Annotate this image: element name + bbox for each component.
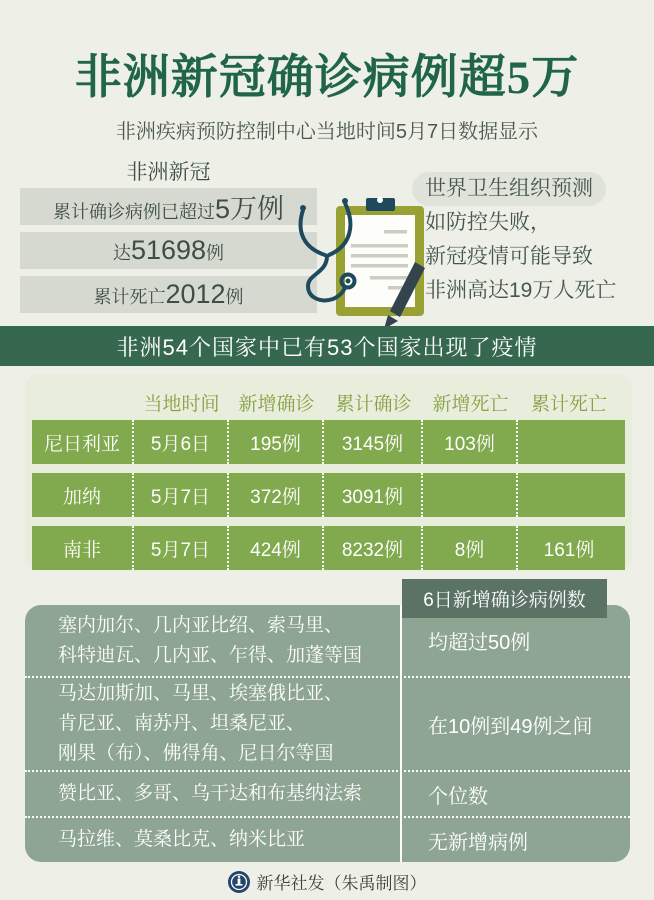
stat-bar-confirmed-count bbox=[20, 232, 317, 269]
footer-credit: 新华社发（朱禹制图） bbox=[256, 874, 427, 893]
cell-country: 南非 bbox=[32, 526, 134, 570]
stat-value: 5万例 bbox=[214, 194, 285, 224]
table-row bbox=[32, 526, 625, 570]
table-header-total-deaths: 累计死亡 bbox=[530, 393, 607, 415]
cell-total-confirmed: 3091例 bbox=[324, 473, 423, 517]
cell-new-confirmed: 195例 bbox=[229, 420, 324, 464]
breakdown-countries: 赞比亚、多哥、乌干达和布基纳法索 bbox=[58, 783, 363, 804]
stat-post: 例 bbox=[206, 243, 225, 263]
table-header-spacer bbox=[32, 386, 134, 418]
table-header-new-confirmed: 新增确诊 bbox=[238, 393, 315, 415]
table-header-date: 当地时间 bbox=[143, 393, 220, 415]
clipboard-stethoscope-icon bbox=[288, 188, 438, 333]
stat-pre: 累计死亡 bbox=[93, 287, 166, 307]
stat-post: 例 bbox=[225, 287, 244, 307]
cell-new-deaths: 8例 bbox=[423, 526, 518, 570]
cell-new-confirmed: 372例 bbox=[229, 473, 324, 517]
table-header-row bbox=[32, 386, 625, 418]
breakdown-value: 个位数 bbox=[428, 785, 488, 808]
breakdown-label: 6日新增确诊病例数 bbox=[402, 579, 607, 618]
stat-bar-total-confirmed bbox=[20, 188, 317, 225]
who-note-line bbox=[425, 172, 653, 206]
who-note bbox=[425, 172, 653, 308]
breakdown-row bbox=[25, 772, 630, 818]
who-note-line: 如防控失败， bbox=[425, 211, 551, 234]
cell-date: 5月7日 bbox=[134, 526, 229, 570]
cell-total-deaths: 161例 bbox=[543, 539, 595, 561]
banner: 非洲54个国家中已有53个国家出现了疫情 bbox=[0, 326, 654, 366]
cell-date: 5月7日 bbox=[134, 473, 229, 517]
page-subtitle: 非洲疾病预防控制中心当地时间5月7日数据显示 bbox=[115, 121, 539, 143]
breakdown-row bbox=[25, 818, 630, 862]
xinhua-logo-icon bbox=[228, 871, 250, 893]
cell-total-confirmed: 8232例 bbox=[324, 526, 423, 570]
breakdown-value: 无新增病例 bbox=[428, 831, 528, 854]
cell-total-deaths bbox=[518, 473, 620, 517]
stat-value: 2012 bbox=[165, 279, 226, 309]
cell-total-confirmed: 3145例 bbox=[324, 420, 423, 464]
cell-total-deaths bbox=[518, 420, 620, 464]
breakdown-countries: 马拉维、莫桑比克、纳米比亚 bbox=[58, 829, 306, 850]
stats-heading: 非洲新冠 bbox=[126, 161, 211, 184]
cell-date: 5月6日 bbox=[134, 420, 229, 464]
stat-pre: 累计确诊病例已超过 bbox=[52, 202, 215, 222]
vertical-divider bbox=[400, 605, 402, 862]
breakdown-panel bbox=[25, 605, 630, 862]
stat-bars bbox=[20, 188, 317, 320]
country-table bbox=[25, 374, 632, 571]
breakdown-value: 均超过50例 bbox=[428, 632, 531, 654]
table-row bbox=[32, 473, 625, 517]
breakdown-value: 在10例到49例之间 bbox=[428, 715, 593, 738]
stat-value: 51698 bbox=[130, 235, 207, 265]
stat-bar-total-deaths bbox=[20, 276, 317, 313]
table-header-new-deaths: 新增死亡 bbox=[432, 393, 509, 415]
who-note-highlight: 世界卫生组织预测 bbox=[412, 172, 606, 206]
cell-country: 加纳 bbox=[32, 473, 134, 517]
breakdown-countries: 塞内加尔、几内亚比绍、索马里、 科特迪瓦、几内亚、乍得、加蓬等国 bbox=[58, 614, 363, 666]
who-note-line: 新冠疫情可能导致 bbox=[425, 245, 593, 268]
cell-new-deaths bbox=[423, 473, 518, 517]
cell-new-confirmed: 424例 bbox=[229, 526, 324, 570]
breakdown-row bbox=[25, 678, 630, 772]
table-row bbox=[32, 420, 625, 464]
table-header-total-confirmed: 累计确诊 bbox=[335, 393, 412, 415]
stat-pre: 达 bbox=[112, 243, 131, 263]
who-note-line: 非洲高达19万人死亡 bbox=[425, 279, 617, 302]
page-title: 非洲新冠确诊病例超5万 bbox=[74, 52, 580, 104]
breakdown-countries: 马达加斯加、马里、埃塞俄比亚、 肯尼亚、南苏丹、坦桑尼亚、 刚果（布）、佛得角、尼日尔等国 bbox=[58, 683, 344, 764]
cell-new-deaths: 103例 bbox=[423, 420, 518, 464]
footer bbox=[0, 869, 654, 894]
cell-country: 尼日利亚 bbox=[32, 420, 134, 464]
